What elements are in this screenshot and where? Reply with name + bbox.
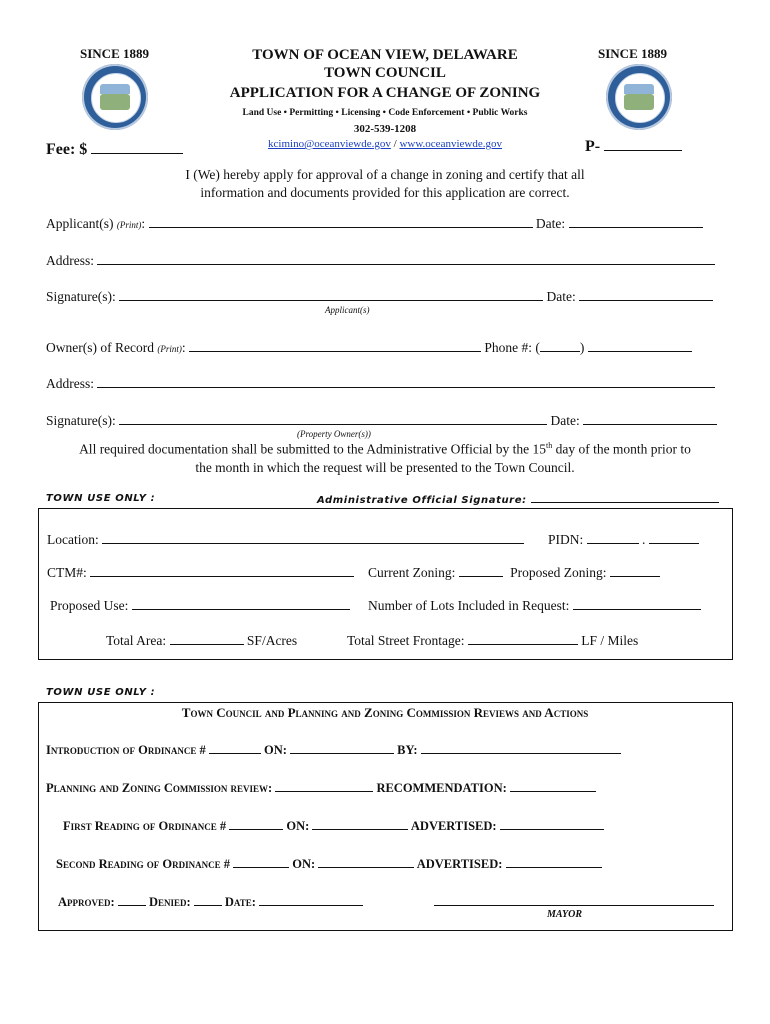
pidn-field-1[interactable]: [587, 530, 639, 544]
applicant-label: Applicant(s): [46, 216, 114, 231]
applicant-address-field[interactable]: [97, 251, 715, 265]
first-reading-advertised-field[interactable]: [500, 816, 604, 830]
admin-signature-row: [317, 493, 719, 506]
frontage-row: [347, 631, 638, 649]
mayor-caption: MAYOR: [547, 909, 583, 920]
owner-signature-row: [46, 411, 717, 429]
owner-row: [46, 338, 692, 356]
admin-signature-label: Administrative Official Signature:: [317, 495, 527, 506]
total-area-row: [106, 631, 297, 649]
owner-caption: (Property Owner(s)): [297, 429, 371, 439]
notice-text-2: day of the month prior to: [552, 441, 691, 457]
owner-address-row: [46, 374, 715, 392]
town-use-label-2: TOWN USE ONLY :: [46, 687, 156, 698]
pz-review-label: Planning and Zoning Commission review:: [46, 781, 273, 795]
notice-sup: th: [545, 441, 553, 450]
introduction-by-label: BY:: [397, 743, 418, 757]
applicant-caption: Applicant(s): [325, 305, 370, 315]
current-zoning-field[interactable]: [459, 563, 503, 577]
applicant-signature-field[interactable]: [119, 287, 543, 301]
pidn-dot: .: [642, 532, 646, 547]
proposed-zoning-field[interactable]: [610, 563, 660, 577]
owner-phone-close: ): [579, 340, 585, 355]
owner-signature-label: Signature(s):: [46, 413, 116, 428]
recommendation-label: RECOMMENDATION:: [376, 781, 507, 795]
introduction-on-label: ON:: [263, 743, 287, 757]
owner-signature-field[interactable]: [119, 411, 547, 425]
notice-text-1: All required documentation shall be submitted to the Administrative Official by the 15: [79, 441, 546, 457]
owner-print-note: (Print): [157, 344, 182, 354]
introduction-label: Introduction of Ordinance #: [46, 743, 206, 757]
first-reading-row: [63, 816, 604, 834]
submission-notice-line-2: the month in which the request will be presented to the Town Council.: [195, 460, 575, 475]
email-link[interactable]: kcimino@oceanviewde.gov: [268, 138, 391, 150]
title-line-1: TOWN OF OCEAN VIEW, DELAWARE: [252, 47, 518, 63]
applicant-address-label: Address:: [46, 253, 94, 268]
applicant-date-field[interactable]: [569, 214, 703, 228]
since-left: SINCE 1889: [80, 46, 149, 61]
frontage-field[interactable]: [468, 631, 578, 645]
certification-line-2: information and documents provided for this application are correct.: [200, 185, 570, 200]
fee-label: Fee: $: [46, 141, 88, 158]
introduction-ordinance-field[interactable]: [209, 740, 261, 754]
owner-phone-label: Phone #: (: [484, 340, 540, 355]
owner-address-label: Address:: [46, 376, 94, 391]
title-line-2: TOWN COUNCIL: [324, 65, 446, 81]
website-link[interactable]: www.oceanviewde.gov: [399, 138, 502, 150]
applicant-signature-date-label: Date:: [546, 289, 576, 304]
owner-name-field[interactable]: [189, 338, 481, 352]
certification-line-1: I (We) hereby apply for approval of a change in zoning and certify that all: [185, 167, 585, 182]
introduction-on-field[interactable]: [290, 740, 394, 754]
second-reading-on-field[interactable]: [318, 854, 414, 868]
current-zoning-label: Current Zoning:: [368, 565, 456, 580]
second-reading-on-label: ON:: [292, 857, 316, 871]
applicant-signature-date-field[interactable]: [579, 287, 713, 301]
applicant-row: [46, 214, 703, 232]
first-reading-on-label: ON:: [286, 819, 310, 833]
owner-phone-field[interactable]: [588, 338, 692, 352]
applicant-signature-row: [46, 287, 713, 305]
denied-field[interactable]: [194, 892, 222, 906]
since-right: SINCE 1889: [598, 46, 667, 61]
pz-review-row: [46, 778, 596, 796]
services-line: Land Use • Permitting • Licensing • Code Enforcement • Public Works: [242, 108, 528, 118]
p-number-label: P-: [585, 138, 601, 155]
fee-field[interactable]: [46, 140, 183, 159]
approval-date-field[interactable]: [259, 892, 363, 906]
reviews-box-title: Town Council and Planning and Zoning Commission Reviews and Actions: [181, 705, 589, 720]
lots-label: Number of Lots Included in Request:: [368, 598, 570, 613]
location-row: [47, 530, 524, 548]
lots-row: [368, 596, 701, 614]
applicant-print-note: (Print): [116, 220, 142, 230]
phone-number: 302-539-1208: [353, 123, 417, 135]
pz-review-field[interactable]: [275, 778, 373, 792]
approval-date-label: Date:: [224, 895, 256, 909]
page-title: APPLICATION FOR A CHANGE OF ZONING: [229, 85, 541, 101]
first-reading-advertised-label: ADVERTISED:: [410, 819, 497, 833]
zoning-row: [368, 563, 660, 581]
first-reading-on-field[interactable]: [312, 816, 408, 830]
second-reading-row: [56, 854, 602, 872]
location-field[interactable]: [102, 530, 524, 544]
applicant-name-field[interactable]: [149, 214, 533, 228]
lf-miles-label: LF / Miles: [581, 633, 639, 648]
introduction-by-field[interactable]: [421, 740, 621, 754]
p-number-blank[interactable]: [604, 137, 682, 151]
mayor-signature-field[interactable]: [434, 892, 714, 906]
proposed-use-row: [50, 596, 350, 614]
pidn-field-2[interactable]: [649, 530, 699, 544]
location-label: Location:: [47, 532, 99, 547]
recommendation-field[interactable]: [510, 778, 596, 792]
owner-phone-area-field[interactable]: [540, 338, 580, 352]
ctm-label: CTM#:: [47, 565, 87, 580]
pidn-row: [548, 530, 699, 548]
frontage-label: Total Street Frontage:: [347, 633, 465, 648]
owner-date-field[interactable]: [583, 411, 717, 425]
admin-signature-field[interactable]: [531, 493, 719, 503]
ctm-field[interactable]: [90, 563, 354, 577]
second-reading-advertised-field[interactable]: [506, 854, 602, 868]
approval-row: [58, 892, 363, 910]
introduction-row: [46, 740, 621, 758]
contact-separator: /: [393, 138, 397, 150]
sf-acres-label: SF/Acres: [246, 633, 298, 648]
owner-date-label: Date:: [550, 413, 580, 428]
second-reading-label: Second Reading of Ordinance #: [56, 857, 230, 871]
proposed-use-field[interactable]: [132, 596, 350, 610]
owner-label: Owner(s) of Record: [46, 340, 154, 355]
owner-address-field[interactable]: [97, 374, 715, 388]
second-reading-advertised-label: ADVERTISED:: [416, 857, 503, 871]
town-use-label-1: TOWN USE ONLY :: [46, 493, 156, 504]
first-reading-label: First Reading of Ordinance #: [63, 819, 227, 833]
first-reading-ordinance-field[interactable]: [229, 816, 283, 830]
second-reading-ordinance-field[interactable]: [233, 854, 289, 868]
fee-blank[interactable]: [91, 140, 183, 154]
applicant-address-row: [46, 251, 715, 269]
submission-notice-line-1: [0, 441, 770, 458]
approved-label: Approved:: [58, 895, 115, 909]
total-area-label: Total Area:: [106, 633, 167, 648]
lots-field[interactable]: [573, 596, 701, 610]
p-number-field[interactable]: [585, 137, 682, 156]
proposed-use-label: Proposed Use:: [50, 598, 129, 613]
approved-field[interactable]: [118, 892, 146, 906]
denied-label: Denied:: [148, 895, 191, 909]
applicant-colon: :: [141, 216, 146, 231]
pidn-label: PIDN:: [548, 532, 584, 547]
proposed-zoning-label: Proposed Zoning:: [510, 565, 607, 580]
applicant-date-label: Date:: [535, 216, 566, 231]
applicant-signature-label: Signature(s):: [46, 289, 116, 304]
ctm-row: [47, 563, 354, 581]
owner-colon: :: [181, 340, 186, 355]
total-area-field[interactable]: [170, 631, 244, 645]
